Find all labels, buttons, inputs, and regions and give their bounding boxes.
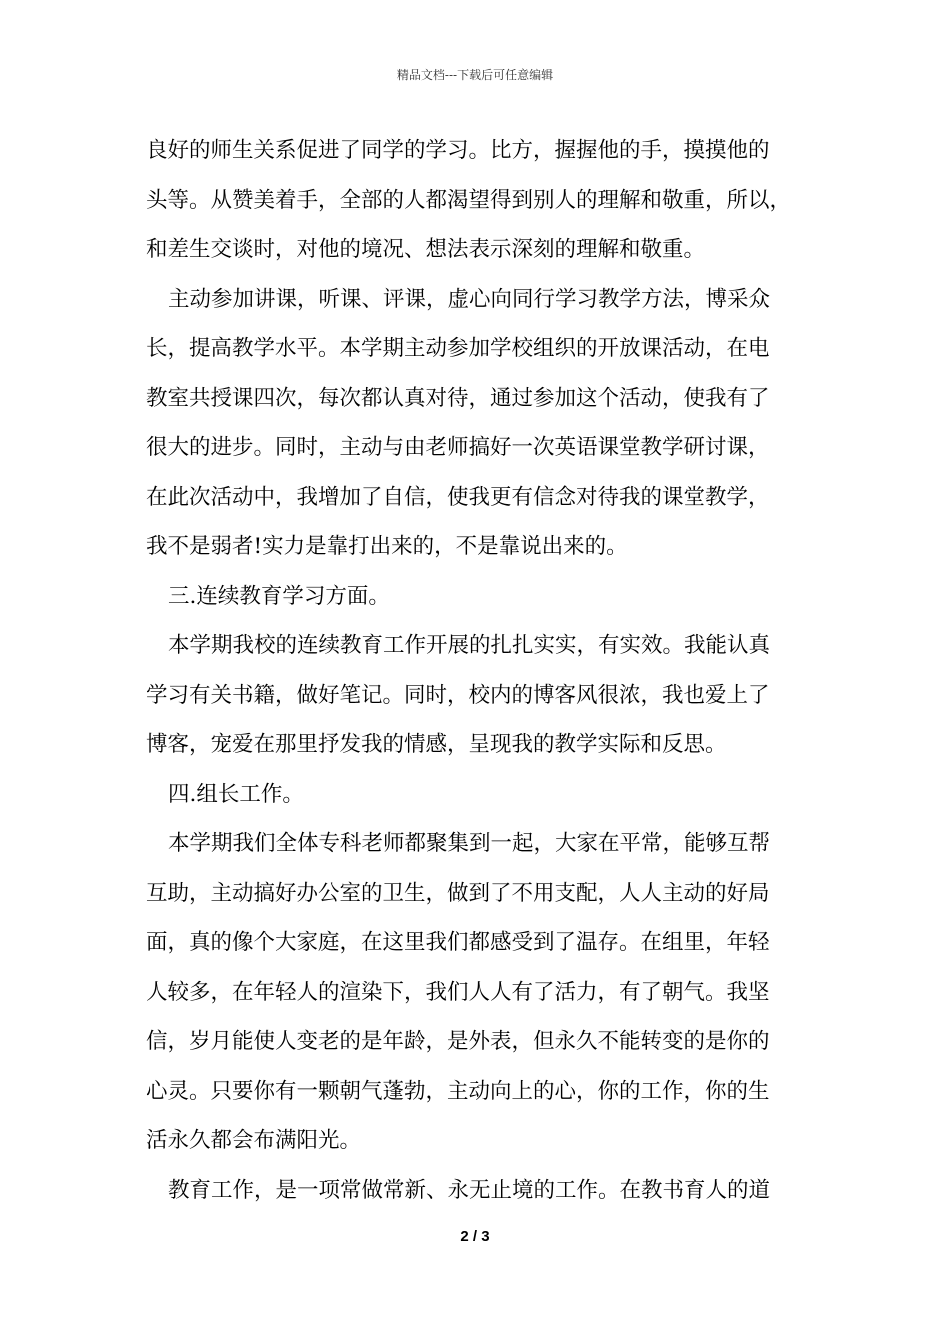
text-line: 互助，主动搞好办公室的卫生，做到了不用支配，人人主动的好局: [146, 880, 770, 906]
text-line: 教室共授课四次，每次都认真对待，通过参加这个活动，使我有了: [146, 385, 770, 411]
paragraph-start-line: 教育工作，是一项常做常新、永无止境的工作。在教书育人的道: [168, 1177, 771, 1203]
text-line: 活永久都会布满阳光。: [146, 1128, 362, 1153]
page-header: 精品文档---下载后可任意编辑: [396, 68, 554, 82]
text-line: 心灵。只要你有一颗朝气蓬勃，主动向上的心，你的工作，你的生: [146, 1078, 770, 1104]
text-line: 博客，宠爱在那里抒发我的情感，呈现我的教学实际和反思。: [146, 732, 727, 757]
paragraph-start-line: 本学期我校的连续教育工作开展的扎扎实实，有实效。我能认真: [168, 633, 771, 658]
page-number: 2 / 3: [460, 1228, 490, 1245]
text-line: 人较多，在年轻人的渲染下，我们人人有了活力，有了朝气。我坚: [146, 979, 770, 1005]
text-line: 学习有关书籍，做好笔记。同时，校内的博客风很浓，我也爱上了: [146, 682, 770, 708]
text-line: 面，真的像个大家庭，在这里我们都感受到了温存。在组里，年轻: [146, 930, 770, 955]
paragraph-start-line: 本学期我们全体专科老师都聚集到一起，大家在平常，能够互帮: [168, 831, 771, 856]
text-line: 信，岁月能使人变老的是年龄，是外表，但永久不能转变的是你的: [146, 1029, 770, 1054]
text-line: 我不是弱者!实力是靠打出来的，不是靠说出来的。: [146, 534, 628, 559]
section-heading: 四.组长工作。: [168, 781, 304, 807]
text-line: 和差生交谈时，对他的境况、想法表示深刻的理解和敬重。: [146, 237, 706, 262]
text-line: 头等。从赞美着手，全部的人都渴望得到别人的理解和敬重，所以，: [146, 187, 792, 213]
text-line: 在此次活动中，我增加了自信，使我更有信念对待我的课堂教学，: [146, 484, 770, 510]
paragraph-start-line: 主动参加讲课，听课、评课，虚心向同行学习教学方法，博采众: [168, 286, 771, 312]
section-heading: 三.连续教育学习方面。: [168, 583, 390, 609]
document-body: [146, 126, 816, 1215]
text-line: 很大的进步。同时，主动与由老师搞好一次英语课堂教学研讨课，: [146, 435, 770, 460]
text-line: 长，提高教学水平。本学期主动参加学校组织的开放课活动，在电: [146, 336, 770, 361]
text-line: 良好的师生关系促进了同学的学习。比方，握握他的手，摸摸他的: [146, 138, 770, 163]
